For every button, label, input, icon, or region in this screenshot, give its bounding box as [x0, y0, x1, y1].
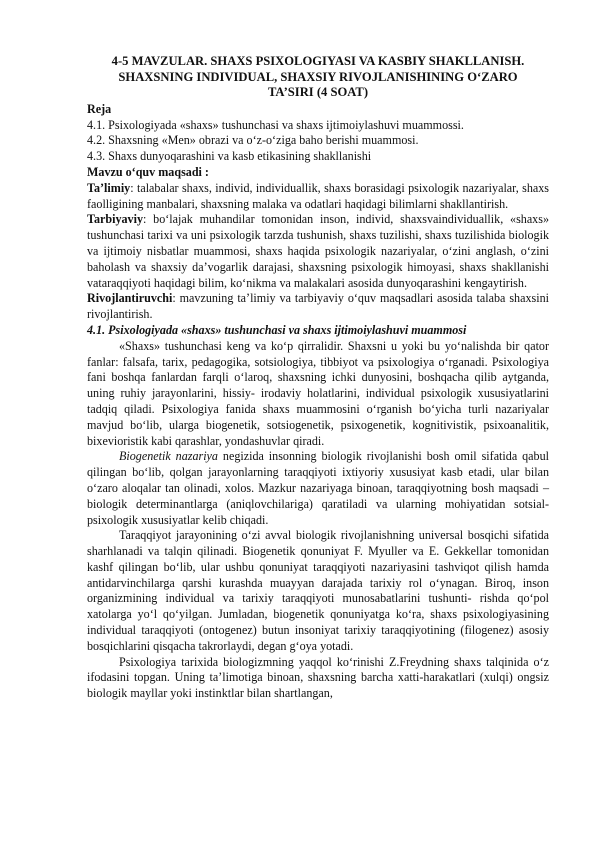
paragraph: «Shaxs» tushunchasi keng va ko‘p qirralidir. Shaxsni u yoki bu yo‘nalishda bir qator fanlar: falsafa, tarix, pedagogika, sotsiologiya, tibbiyot va psixologiya o‘rganadi. Psixologiya fani boshqa fanlardan farqli o‘laroq, shaxsning ichki dunyosini, boshqacha qilib aytganda, uning ruhiy jarayonlarini, hissiy- irodaviy holatlarini, individual psixologik xususiyatlarini tadqiq qiladi. Psixologiya fanida shaxs muammosini o‘rganish bo‘yicha turli nazariyalar mavjud bo‘lib, ularga biogenetik, sotsiogenetik, psixogenetik, kognitivistik, psixoanalitik, bixevioristik kabi qarashlar, yondashuvlar qiradi. [87, 338, 549, 448]
goals-section [87, 165, 549, 323]
page-title [87, 54, 549, 101]
paragraph [87, 449, 549, 528]
education-goal-label: Ta’limiy [87, 180, 131, 195]
upbringing-goal [87, 212, 549, 291]
biogenetic-theory-term: Biogenetik nazariya [119, 449, 218, 464]
plan-section [87, 102, 549, 165]
paragraph: Psixologiya tarixida biologizmning yaqqol ko‘rinishi Z.Freydning shaxs talqinida o‘z ifodasini topgan. Uning ta’limotiga binoan, shaxsning barcha xatti-harakatlari (xulqi) ongsiz biologik mayllar yoki instinktlar bilan shartlangan, [87, 654, 549, 701]
document-page [87, 54, 549, 702]
development-goal-text: : mavzuning ta’limiy va tarbiyaviy o‘quv maqsadlari asosida talaba shaxsini rivojlantirish. [87, 291, 549, 322]
goals-heading: Mavzu o‘quv maqsadi : [87, 164, 209, 179]
plan-item: 4.3. Shaxs dunyoqarashini va kasb etikasining shakllanishi [87, 149, 372, 164]
section-heading: 4.1. Psixologiyada «shaxs» tushunchasi va shaxs ijtimoiylashuvi muammosi [87, 322, 467, 337]
paragraph-text: negizida insonning biologik rivojlanishi bosh omil sifatida qabul qilingan bo‘lib, qolgan jarayonlarning taraqqiyoti ixtiyoriy xususiyat kasb etadi, ular bilan o‘zaro aloqalar tan olinadi, xolos. Mazkur nazariyaga binoan, taraqqiyotning bosh maqsadi – biologik determinantlarga (aniqlovchilariga) qaratiladi va ularning mohiyatidan sotsial- psixologik xususiyatlar kelib chiqadi. [87, 449, 549, 527]
plan-item: 4.2. Shaxsning «Men» obrazi va o‘z-o‘ziga baho berishi muammosi. [87, 133, 419, 148]
title-line-1: 4-5 MAVZULAR. SHAXS PSIXOLOGIYASI VA KASBIY SHAKLLANISH. [111, 54, 525, 68]
paragraph: Taraqqiyot jarayonining o‘zi avval biologik rivojlanishning universal bosqichi sifatida sharhlanadi va talqin qilinadi. Biogenetik qonuniyat F. Myuller va E. Gekkellar tomonidan kashf qilingan bo‘lib, ular ushbu qonuniyat taraqqiyoti nazariyasini tashviqot qilish hamda antidarvinchilarga qarshi kurashda muayyan darajada tarixiy rol o‘ynagan. Biroq, inson organizmining individual va tarixiy taraqqiyoti munosabatlarini tushunti- rishda qo‘pol xatolarga yo‘l qo‘yilgan. Jumladan, biogenetik qonuniyatga ko‘ra, shaxs psixologiyasining individual taraqqiyoti (ontogenez) butun insoniyat tarixiy taraqqiyotining (filogenez) asosiy bosqichlarini qisqacha takrorlaydi, degan g‘oya yotadi. [87, 528, 549, 653]
plan-item: 4.1. Psixologiyada «shaxs» tushunchasi va shaxs ijtimoiylashuvi muammossi. [87, 117, 464, 132]
education-goal [87, 181, 549, 213]
development-goal-label: Rivojlantiruvchi [87, 291, 173, 306]
plan-heading: Reja [87, 101, 112, 116]
upbringing-goal-label: Tarbiyaviy [87, 212, 144, 227]
development-goal [87, 291, 549, 323]
main-section [87, 323, 549, 702]
upbringing-goal-text: : bo‘lajak muhandilar tomonidan inson, individ, shaxsvaindividuallik, «shaxs» tushunchasi tarixi va uni psixologik tarzda tushunish, shaxs tuzilishi, shaxs tuzilishida biologik va ijtimoiy nisbatlar muammosi, shaxs haqida psixologik nazariyalar, o‘zini anglash, o‘zini baholash va shaxsiy da’vogarlik darajasi, shaxsning psixologik himoyasi, shaxs shakllanishi vataraqqiyoti haqidagi bilim, ko‘nikma va malakalari asosida dunyoqarashini kengaytirish. [87, 212, 549, 290]
education-goal-text: : talabalar shaxs, individ, individuallik, shaxs borasidagi psixologik nazariyalar, shaxs faolligining manbalari, shaxsning malaka va odatlari haqidagi bilimlarni shakllantirish. [87, 180, 549, 211]
title-line-2: SHAXSNING INDIVIDUAL, SHAXSIY RIVOJLANISHINING O‘ZARO [118, 69, 518, 84]
title-line-3: TA’SIRI (4 SOAT) [267, 85, 369, 100]
